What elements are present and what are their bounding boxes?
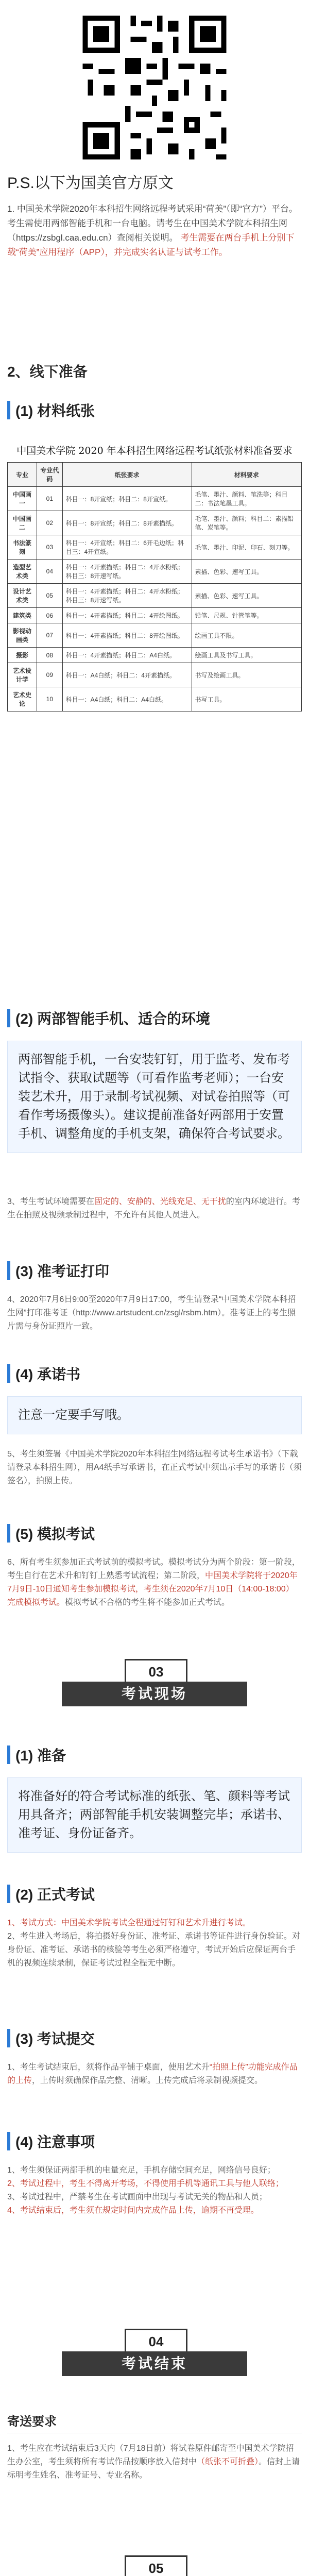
list-item: 3、考试过程中，严禁考生在考试画面中出现与考试无关的物品和人员； [7, 2193, 267, 2201]
subsection-mock [7, 1520, 296, 1548]
table-cell-paper: 科目一：4开素描纸；科目二：A4白纸。 [62, 648, 192, 663]
table-cell-code: 03 [37, 535, 63, 560]
section-title: 考试现场 [62, 1682, 247, 1706]
section-number: 04 [125, 2329, 187, 2354]
list-item: 1、考生须保证两部手机的电量充足，手机存储空间充足，网络信号良好； [7, 2166, 276, 2175]
offline-prep-heading: 2、线下准备 [7, 364, 88, 380]
submit-note [7, 2061, 302, 2088]
table-cell-material: 毛笔、墨汁、颜料；科目二：素描铅笔、炭笔等。 [192, 511, 301, 535]
table-cell-material: 书写工具。 [192, 687, 301, 711]
table-cell-code: 08 [37, 648, 63, 663]
subsection-title: (3) 准考证打印 [15, 1263, 110, 1279]
phones-card: 两部智能手机，一台安装钉钉，用于监考、发布考试指令、获取试题等（可看作监考老师）；一台安装艺术升，用于录制考试视频、对试卷拍照等（可看作考场摄像头）。建议提前准备好两部用于安置手机、调整角度的手机支架，确保符合考试要求。 [7, 1041, 302, 1153]
subsection-title: (2) 两部智能手机、适合的环境 [15, 1011, 211, 1027]
table-header: 专业 [8, 463, 37, 487]
note-text: 3、考生考试环境需要在 [7, 1197, 94, 1206]
section-title: 考试结束 [62, 2351, 247, 2376]
table-cell-code: 10 [37, 687, 63, 711]
intro-text: 1. 中国美术学院2020年本科招生网络远程考试采用“荷美”（即“官方”）平台。考生需使用两部智能手机和一台电脑。请考生在中国美术学院本科招生网（https://zsbgl.caa.edu.cn）查阅相关说明。 [7, 204, 298, 243]
table-cell-paper: 科目一：4开素描纸；科目二：8开绘图纸。 [62, 623, 192, 648]
mail-note [7, 2442, 302, 2482]
accent-bar [7, 1261, 10, 1280]
table-cell-material: 素描、色彩、速写工具。 [192, 584, 301, 608]
table-row [8, 687, 302, 711]
table-cell-major: 设计艺术类 [8, 584, 37, 608]
pledge-note: 5、考生须签署《中国美术学院2020年本科招生网络远程考试考生承诺书》（下载请登录本科招生网），用A4纸手写承诺书，在正式考试中须出示手写的承诺书（须签名），拍照上传。 [7, 1450, 302, 1485]
accent-bar [7, 401, 10, 419]
note-highlight: 中国美术学院将于2020年7月9日-10日通知考生参加模拟考试，考生须在2020年7月10日（14:00-18:00）完成模拟考试。 [7, 1571, 298, 1607]
prepare-card: 将准备好的符合考试标准的纸张、笔、颜料等考试用具备齐；两部智能手机安装调整完毕；承诺书、准考证、身份证备齐。 [7, 1777, 302, 1853]
note-text: 2、考生进入考场后，将拍摄好身份证、准考证、承诺书等证件进行身份验证。对身份证、准考证、承诺书的核验等考生必须严格遵守，考试开始后应保证两台手机的视频连续录制，保证考试过程全程无中断。 [7, 1932, 300, 1968]
subsection-pledge [7, 1360, 296, 1388]
note-text: 6、所有考生须参加正式考试前的模拟考试。模拟考试分为两个阶段：第一阶段，考生自行在艺术升和钉钉上熟悉考试流程；第二阶段， [7, 1558, 300, 1580]
table-cell-code: 01 [37, 487, 63, 511]
accent-bar [7, 1009, 10, 1027]
table-cell-material: 毛笔、墨汁、印泥、印石、刻刀等。 [192, 535, 301, 560]
note-text: 。信封上请标明考生姓名、准考证号、专业名称。 [7, 2458, 300, 2480]
environment-note [7, 1195, 302, 1222]
table-cell-paper: 科目一：A4白纸；科目二：4开素描纸。 [62, 663, 192, 687]
table-cell-major: 摄影 [8, 648, 37, 663]
table-row [8, 487, 302, 511]
table-row [8, 560, 302, 584]
accent-bar [7, 2132, 10, 2150]
note-highlight: 1、考试方式：中国美术学院考试全程通过钉钉和艺术升进行考试。 [7, 1919, 251, 1927]
accent-bar [7, 1745, 10, 1764]
subsection-title: (1) 材料纸张 [15, 403, 95, 419]
subsection-title: (5) 模拟考试 [15, 1526, 95, 1542]
table-cell-paper: 科目一：8开宣纸；科目二：8开素描纸。 [62, 511, 192, 535]
table-cell-major: 中国画一 [8, 487, 37, 511]
table-row [8, 584, 302, 608]
table-cell-material: 书写及绘画工具。 [192, 663, 301, 687]
accent-bar [7, 1364, 10, 1383]
list-item: 2、考试过程中，考生不得离开考场，不得使用手机等通讯工具与他人联络； [7, 2179, 284, 2188]
subsection-phones [7, 1005, 296, 1032]
subsection-formal [7, 1880, 296, 1908]
mail-heading: 寄送要求 [7, 2415, 57, 2429]
accent-bar [7, 2029, 10, 2047]
table-cell-material: 素描、色彩、速写工具。 [192, 560, 301, 584]
subsection-title: (3) 考试提交 [15, 2031, 95, 2047]
section-number: 05 [125, 2555, 187, 2576]
table-cell-paper: 科目一：A4白纸；科目二：A4白纸。 [62, 687, 192, 711]
requirements-table [7, 462, 302, 711]
subsection-prepare [7, 1741, 296, 1769]
table-cell-code: 04 [37, 560, 63, 584]
table-cell-code: 06 [37, 608, 63, 623]
table-row [8, 511, 302, 535]
note-text: 的室内环境进行。考生在拍照及视频录制过程中，不允许有其他人员进入。 [7, 1197, 300, 1219]
subsection-ticket [7, 1257, 296, 1285]
note-text: 模拟考试不合格的考生将不能参加正式考试。 [65, 1598, 230, 1607]
intro-highlight: 考生需要在两台手机上分别下载“荷美”应用程序（APP），并完成实名认证与试考工作。 [7, 233, 295, 257]
table-row [8, 535, 302, 560]
table-cell-major: 艺术设计学 [8, 663, 37, 687]
table-title: 中国美术学院 2020 年本科招生网络远程考试纸张材料准备要求 [16, 445, 293, 456]
accent-bar [7, 1524, 10, 1543]
ps-title: P.S.以下为国美官方原文 [7, 175, 174, 192]
subsection-title: (4) 注意事项 [15, 2134, 95, 2150]
mock-note [7, 1556, 302, 1609]
table-row [8, 608, 302, 623]
table-cell-code: 07 [37, 623, 63, 648]
formal-note [7, 1917, 302, 1970]
subsection-title: (4) 承诺书 [15, 1366, 81, 1382]
table-cell-paper: 科目一：4开素描纸；科目二：4开水粉纸；科目三：8开速写纸。 [62, 560, 192, 584]
table-cell-paper: 科目一：8开宣纸；科目二：8开宣纸。 [62, 487, 192, 511]
notes-list [7, 2164, 302, 2217]
table-cell-major: 建筑类 [8, 608, 37, 623]
section-banner-04 [62, 2329, 247, 2376]
table-cell-paper: 科目一：4开素描纸；科目二：4开水粉纸；科目三：8开速写纸。 [62, 584, 192, 608]
table-cell-paper: 科目一：4开宣纸；科目二：6开毛边纸；科目三：4开宣纸。 [62, 535, 192, 560]
subsection-notes [7, 2128, 296, 2156]
table-cell-code: 05 [37, 584, 63, 608]
requirements-table-block [7, 443, 302, 711]
section-banner-03 [62, 1659, 247, 1706]
note-text: ，上传时须确保作品完整、清晰。上传完成后将录制视频提交。 [32, 2076, 263, 2085]
subsection-submit [7, 2025, 296, 2053]
table-cell-major: 艺术史论 [8, 687, 37, 711]
intro-paragraph [7, 202, 302, 260]
accent-bar [7, 1885, 10, 1903]
table-cell-material: 绘画工具及书写工具。 [192, 648, 301, 663]
note-highlight: （纸张不可折叠） [197, 2458, 259, 2466]
table-row [8, 648, 302, 663]
table-cell-material: 绘画工具不限。 [192, 623, 301, 648]
table-header: 纸张要求 [62, 463, 192, 487]
list-item: 4、考试结束后，考生须在规定时间内完成作品上传，逾期不再受理。 [7, 2206, 259, 2215]
section-number: 03 [125, 1659, 187, 1685]
note-text: 1、考生应在考试结束后3天内（7月18日前）将试卷原件邮寄至中国美术学院招生办公室，考生须将所有考试作品按顺序放入信封中 [7, 2444, 294, 2466]
subsection-materials [7, 397, 296, 425]
table-cell-code: 02 [37, 511, 63, 535]
note-text: 1、考生考试结束后，须将作品平铺于桌面，使用艺术升 [7, 2063, 210, 2072]
table-header: 专业代码 [37, 463, 63, 487]
note-highlight: 固定的、安静的、光线充足、无干扰 [94, 1197, 226, 1206]
ticket-note: 4、2020年7月6日9:00至2020年7月9日17:00，考生请登录“中国美术学院本科招生网”打印准考证（http://www.artstudent.cn/zsgl/rsbm.htm）。准考证上的考生照片需与身份证照片一致。 [7, 1295, 296, 1331]
table-header: 材料要求 [192, 463, 301, 487]
table-cell-major: 书法篆刻 [8, 535, 37, 560]
table-cell-paper: 科目一：4开素描纸；科目二：4开绘图纸。 [62, 608, 192, 623]
pledge-card: 注意一定要手写哦。 [7, 1396, 302, 1434]
table-cell-major: 中国画二 [8, 511, 37, 535]
subsection-title: (1) 准备 [15, 1748, 66, 1764]
table-cell-major: 造型艺术类 [8, 560, 37, 584]
note-highlight: “拍照上传”功能完成作品的上传 [7, 2063, 298, 2085]
table-cell-material: 铅笔、尺规、针管笔等。 [192, 608, 301, 623]
table-cell-code: 09 [37, 663, 63, 687]
table-cell-major: 影视动画类 [8, 623, 37, 648]
table-cell-material: 毛笔、墨汁、颜料、笔洗等；科目二：书法笔墨工具。 [192, 487, 301, 511]
table-row [8, 663, 302, 687]
section-banner-05 [62, 2555, 247, 2576]
table-row [8, 623, 302, 648]
subsection-title: (2) 正式考试 [15, 1887, 95, 1903]
qr-code [77, 10, 232, 165]
